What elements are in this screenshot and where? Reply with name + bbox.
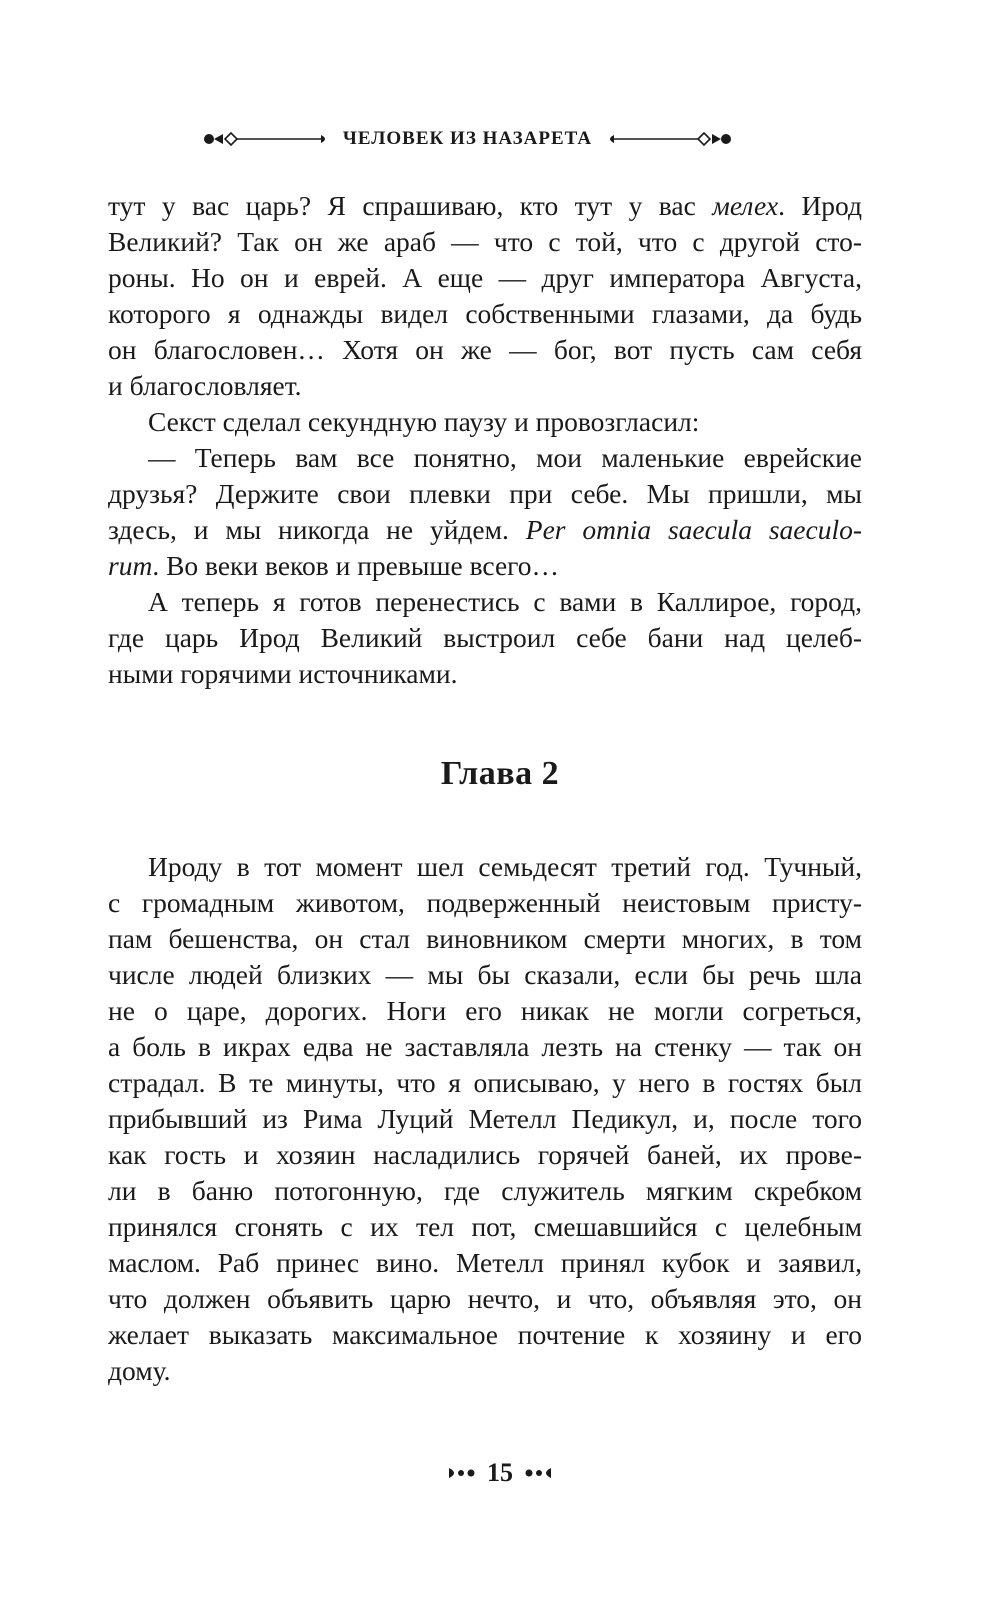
text-line: прибывший из Рима Луций Метелл Педикул, и, после того bbox=[108, 1103, 862, 1134]
text-line: Ироду в тот момент шел семьдесят третий год. Тучный, bbox=[148, 851, 862, 882]
body-text-continuation bbox=[108, 188, 862, 692]
text-line: — Теперь вам все понятно, мои маленькие еврейские bbox=[148, 442, 862, 473]
text-line: rum. Во веки веков и превыше всего… bbox=[108, 550, 560, 581]
text-line: и благословляет. bbox=[108, 370, 302, 401]
footer-right-ornament-icon bbox=[523, 1465, 553, 1481]
text-line: принялся сгонять с их тел пот, смешавшийся с целебным bbox=[108, 1211, 862, 1242]
right-ornament-icon bbox=[602, 129, 732, 149]
text-line: ными горячими источниками. bbox=[108, 658, 458, 689]
text-line: здесь, и мы никогда не уйдем. Per omnia saecula saeculo- bbox=[108, 514, 862, 545]
page-number: 15 bbox=[487, 1458, 513, 1487]
text-line: что должен объявить царю нечто, и что, объявляя это, он bbox=[108, 1283, 862, 1314]
text-line: ли в баню потогонную, где служитель мягким скребком bbox=[108, 1175, 862, 1206]
running-header bbox=[175, 126, 760, 152]
text-line: страдал. В те минуты, что я описываю, у него в гостях был bbox=[108, 1067, 862, 1098]
text-line: как гость и хозяин насладились горячей баней, их прове- bbox=[108, 1139, 862, 1170]
footer-left-ornament-icon bbox=[447, 1465, 477, 1481]
text-line: маслом. Раб принес вино. Метелл принял кубок и заявил, bbox=[108, 1247, 862, 1278]
text-line: тут у вас царь? Я спрашиваю, кто тут у вас мелех. Ирод bbox=[108, 190, 862, 221]
text-line: которого я однажды видел собственными глазами, да будь bbox=[108, 298, 862, 329]
text-line: Великий? Так он же араб — что с той, что с другой сто- bbox=[108, 226, 862, 257]
text-line: он благословен… Хотя он же — бог, вот пусть сам себя bbox=[108, 334, 862, 365]
text-line: роны. Но он и еврей. А еще — друг императора Августа, bbox=[108, 262, 862, 293]
text-line: а боль в икрах едва не заставляла лезть на стенку — так он bbox=[108, 1031, 862, 1062]
text-line: желает выказать максимальное почтение к хозяину и его bbox=[108, 1319, 862, 1350]
text-line: числе людей близких — мы бы сказали, если бы речь шла bbox=[108, 959, 862, 990]
text-line: не о царе, дорогих. Ноги его никак не могли согреться, bbox=[108, 995, 862, 1026]
running-title: ЧЕЛОВЕК ИЗ НАЗАРЕТА bbox=[342, 128, 593, 149]
page-footer bbox=[0, 1458, 1000, 1488]
text-line: Секст сделал секундную паузу и провозгласил: bbox=[148, 406, 700, 437]
chapter-body-text bbox=[108, 849, 862, 1389]
chapter-heading: Глава 2 bbox=[440, 755, 560, 792]
text-line: пам бешенства, он стал виновником смерти многих, в том bbox=[108, 923, 862, 954]
left-ornament-icon bbox=[203, 129, 333, 149]
text-line: дому. bbox=[108, 1355, 171, 1386]
text-line: с громадным животом, подверженный неистовым присту- bbox=[108, 887, 862, 918]
text-line: А теперь я готов перенестись с вами в Каллирое, город, bbox=[148, 586, 862, 617]
text-line: где царь Ирод Великий выстроил себе бани над целеб- bbox=[108, 622, 862, 653]
text-line: друзья? Держите свои плевки при себе. Мы пришли, мы bbox=[108, 478, 862, 509]
